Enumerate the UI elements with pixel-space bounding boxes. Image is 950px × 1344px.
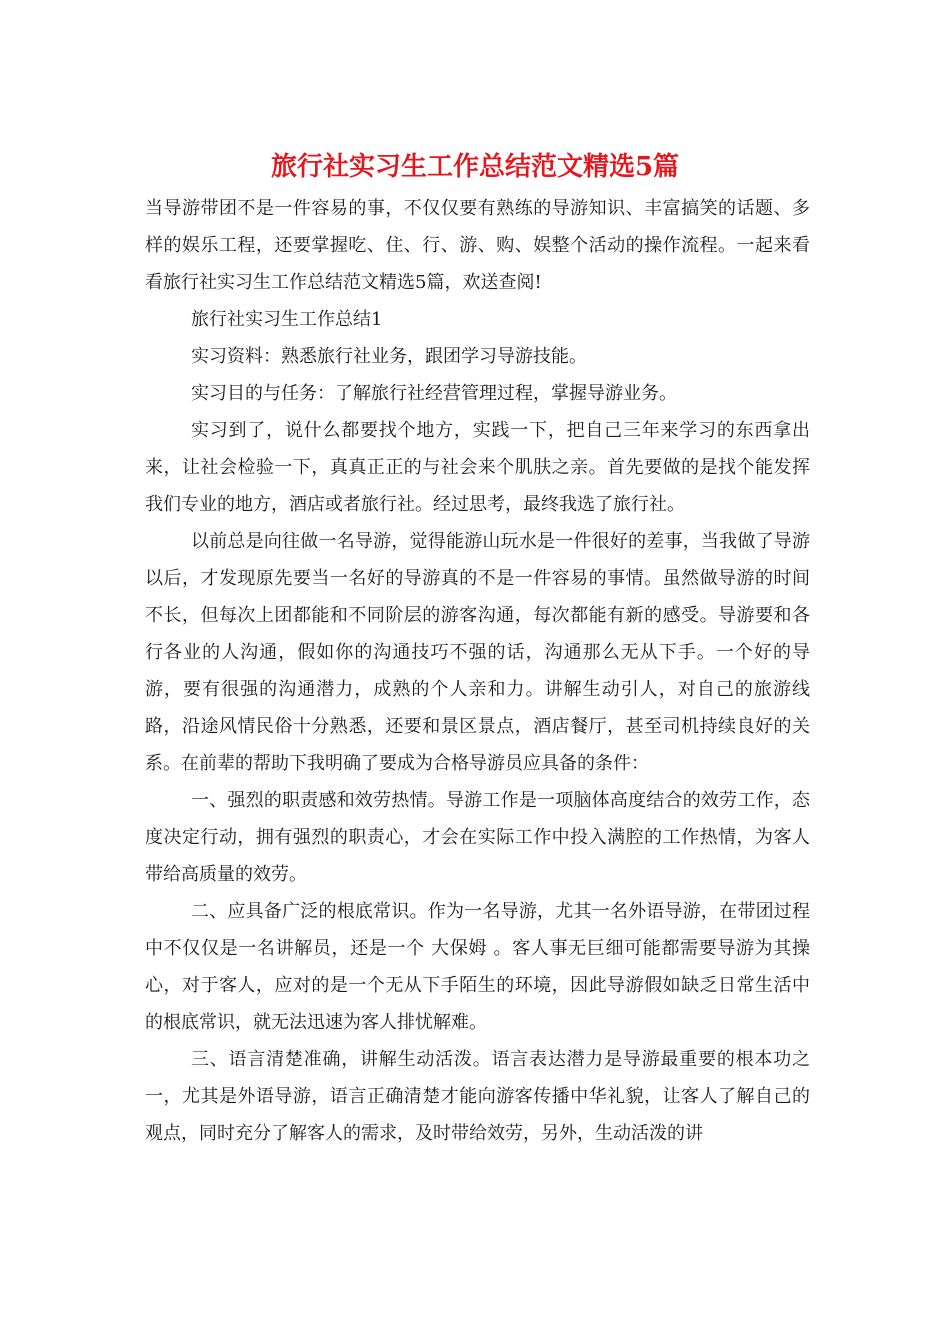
paragraph: 三、语言清楚准确，讲解生动活泼。语言表达潜力是导游最重要的根本功之一，尤其是外语导游，语言正确清楚才能向游客传播中华礼貌，让客人了解自己的观点，同时充分了解客人的需求，及时带给效劳，另外，生动活泼的讲 [145, 1049, 810, 1144]
paragraph: 实习到了，说什么都要找个地方，实践一下，把自己三年来学习的东西拿出来，让社会检验一下，真真正正的与社会来个肌肤之亲。首先要做的是找个能发挥我们专业的地方，酒店或者旅行社。经过思考，最终我选了旅行社。 [145, 420, 810, 515]
intro-paragraph: 当导游带团不是一件容易的事，不仅仅要有熟练的导游知识、丰富搞笑的话题、多样的娱乐工程，还要掌握吃、住、行、游、购、娱整个活动的操作流程。一起来看看旅行社实习生工作总结范文精选5篇，欢送查阅! [145, 198, 810, 293]
paragraph: 以前总是向往做一名导游，觉得能游山玩水是一件很好的差事，当我做了导游以后，才发现原先要当一名好的导游真的不是一件容易的事情。虽然做导游的时间不长，但每次上团都能和不同阶层的游客沟通，每次都能有新的感受。导游要和各行各业的人沟通，假如你的沟通技巧不强的话，沟通那么无从下手。一个好的导游，要有很强的沟通潜力，成熟的个人亲和力。讲解生动引人，对自己的旅游线路，沿途风情民俗十分熟悉，还要和景区景点，酒店餐厅，甚至司机持续良好的关系。在前辈的帮助下我明确了要成为合格导游员应具备的条件： [145, 531, 810, 774]
section-heading: 旅行社实习生工作总结1 [191, 309, 383, 330]
paragraph: 实习资料：熟悉旅行社业务，跟团学习导游技能。 [191, 346, 587, 367]
document-title: 旅行社实习生工作总结范文精选5篇 [270, 152, 680, 182]
paragraph: 二、应具备广泛的根底常识。作为一名导游，尤其一名外语导游，在带团过程中不仅仅是一名讲解员，还是一个 大保姆 。客人事无巨细可能都需要导游为其操心，对于客人，应对的是一个无从下手陌生的环境，因此导游假如缺乏日常生活中的根底常识，就无法迅速为客人排忧解难。 [145, 901, 810, 1033]
document-body [145, 190, 810, 1152]
paragraph: 一、强烈的职责感和效劳热情。导游工作是一项脑体高度结合的效劳工作，态度决定行动，拥有强烈的职责心，才会在实际工作中投入满腔的工作热情，为客人带给高质量的效劳。 [145, 790, 810, 885]
paragraph: 实习目的与任务：了解旅行社经营管理过程，掌握导游业务。 [191, 383, 677, 404]
